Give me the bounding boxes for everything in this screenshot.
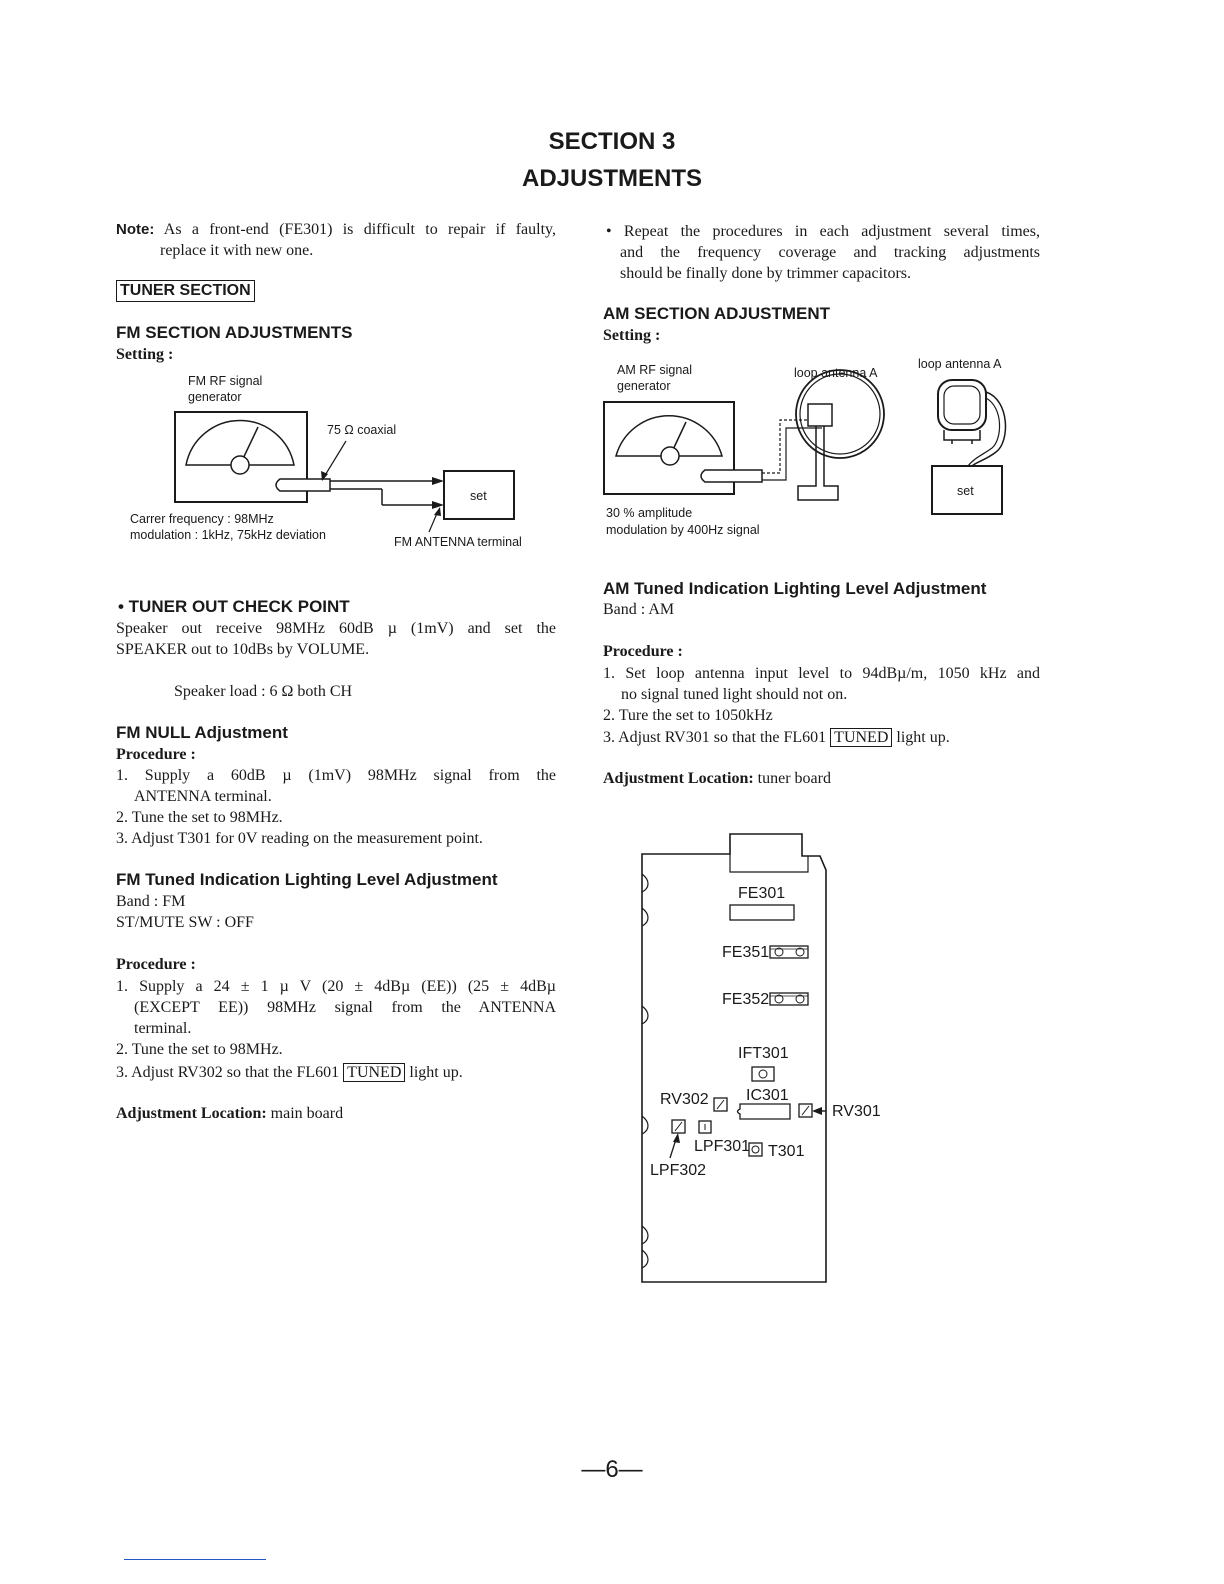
am-tuned-steps — [603, 663, 1040, 748]
tuned-indicator-label: TUNED — [830, 728, 892, 747]
board-connector-outline — [730, 854, 808, 872]
am-step3 — [603, 727, 1040, 748]
fm-modulation: modulation : 1kHz, 75kHz deviation — [130, 528, 326, 542]
page-number: —6— — [581, 1456, 643, 1483]
fm-generator-line1: FM RF signal — [188, 374, 263, 388]
fm-null-procedure-label: Procedure : — [116, 746, 196, 763]
loop-antenna-icon — [938, 380, 986, 430]
tuned-indicator-label: TUNED — [343, 1063, 405, 1082]
knob-icon — [661, 447, 679, 465]
speaker-load: Speaker load : 6 Ω both CH — [174, 683, 353, 700]
antenna-stand-icon — [798, 426, 838, 500]
fm-location-value: main board — [270, 1105, 344, 1122]
component-detail — [717, 1100, 724, 1109]
fm-tuned-heading: FM Tuned Indication Lighting Level Adjustment — [116, 870, 498, 889]
repeat-note — [606, 221, 1040, 284]
ift301-component — [752, 1067, 774, 1081]
fm-tuned-step2: 2. Tune the set to 98MHz. — [116, 1041, 283, 1058]
lpf301-component — [749, 1143, 762, 1156]
am-adjustment-location — [603, 768, 831, 789]
section-number: SECTION 3 — [548, 128, 676, 155]
fm-set-label: set — [470, 489, 487, 503]
tuner-section-label: TUNER SECTION — [116, 280, 255, 302]
fm-tuned-step1-line2: (EXCEPT EE)) 98MHz signal from the ANTENNA — [134, 999, 556, 1016]
fm-tuned-step1-line1: 1. Supply a 24 ± 1 µ V (20 ± 4dBµ (EE)) (25 ± 4dBµ — [116, 978, 556, 995]
arrow-icon — [432, 501, 444, 509]
fm-tuned-steps — [116, 976, 556, 1083]
bullet: • — [606, 223, 612, 240]
arrow-icon — [673, 1133, 680, 1143]
component-detail — [802, 1106, 809, 1115]
lead-wire — [762, 428, 822, 480]
loop-antenna-icon — [944, 386, 980, 424]
rv302-label: RV302 — [660, 1091, 709, 1108]
note-label: Note: — [116, 221, 155, 238]
carrier-frequency: Carrer frequency : 98MHz — [130, 512, 274, 526]
fm-antenna-terminal-label: FM ANTENNA terminal — [394, 535, 522, 549]
component-detail — [675, 1122, 682, 1131]
st-mute-switch: ST/MUTE SW : OFF — [116, 914, 254, 931]
fm-section-heading: FM SECTION ADJUSTMENTS — [116, 323, 353, 342]
repeat-line2: and the frequency coverage and tracking adjustments — [620, 244, 1040, 261]
fm-carrier-info — [130, 511, 326, 543]
am-location-value: tuner board — [757, 770, 831, 787]
tuner-out-heading: • TUNER OUT CHECK POINT — [118, 597, 350, 616]
fe352-component — [770, 993, 808, 1005]
note — [116, 219, 556, 261]
am-modulation-info — [606, 505, 760, 539]
tuner-out-text — [116, 618, 556, 660]
fm-null-step: 3. Adjust T301 for 0V reading on the measurement point. — [116, 830, 483, 847]
arrow-icon — [434, 507, 441, 516]
antenna-wire — [968, 398, 1000, 466]
am-location-label: Adjustment Location: — [603, 770, 754, 787]
am-setting-label: Setting : — [603, 327, 661, 344]
lpf302-label: LPF302 — [650, 1162, 707, 1179]
fm-generator-label — [188, 373, 262, 405]
am-step3-text: 3. Adjust RV301 so that the FL601 — [603, 729, 827, 746]
fm-tuned-step3-text: 3. Adjust RV302 so that the FL601 — [116, 1064, 340, 1081]
fm-tuned-procedure-label: Procedure : — [116, 956, 196, 973]
ift301-label: IFT301 — [738, 1045, 789, 1062]
loop-antenna-label: loop antenna A — [918, 357, 1002, 371]
am-set-label: set — [957, 484, 974, 498]
fe301-label: FE301 — [738, 885, 786, 902]
am-band: Band : AM — [603, 601, 675, 618]
am-step1-line1: 1. Set loop antenna input level to 94dBµ/m, 1050 kHz and — [603, 665, 1040, 682]
am-generator-line1: AM RF signal — [617, 363, 693, 377]
am-amplitude: 30 % amplitude — [606, 506, 693, 520]
am-modulation: modulation by 400Hz signal — [606, 523, 760, 537]
fm-null-step: 2. Tune the set to 98MHz. — [116, 809, 283, 826]
am-tuned-heading: AM Tuned Indication Lighting Level Adjustment — [603, 579, 987, 598]
fm-generator-line2: generator — [188, 390, 242, 404]
trimmer-screw-icon — [752, 1146, 759, 1153]
fm-setting-label: Setting : — [116, 346, 174, 363]
trimmer-screw-icon — [759, 1070, 767, 1078]
fm-null-steps — [116, 765, 556, 849]
am-step3-post: light up. — [896, 729, 950, 746]
note-line1: As a front-end (FE301) is difficult to repair if faulty, — [163, 221, 557, 238]
note-line2: replace it with new one. — [160, 242, 314, 259]
am-generator-line2: generator — [617, 379, 671, 393]
am-setting-diagram — [600, 352, 1040, 542]
fe351-component — [770, 946, 808, 958]
pointer-line — [324, 441, 346, 477]
ic301-component — [738, 1104, 791, 1119]
am-procedure-label: Procedure : — [603, 643, 683, 660]
coaxial-label: 75 Ω coaxial — [327, 423, 397, 437]
fm-tuned-step3 — [116, 1062, 556, 1083]
board-outline — [642, 834, 826, 1282]
am-step1-line2: no signal tuned light should not on. — [621, 686, 848, 703]
am-generator-label — [617, 362, 692, 394]
fm-band: Band : FM — [116, 893, 186, 910]
ic301-label: IC301 — [746, 1087, 789, 1104]
fm-null-step: ANTENNA terminal. — [134, 788, 272, 805]
lpf301-label: LPF301 — [694, 1138, 751, 1155]
tuner-board-diagram — [636, 830, 896, 1290]
antenna-base-icon — [944, 430, 980, 444]
fm-location-label: Adjustment Location: — [116, 1105, 267, 1122]
rv301-label: RV301 — [832, 1103, 881, 1120]
fm-adjustment-location — [116, 1103, 343, 1124]
knob-icon — [231, 456, 249, 474]
arrow-icon — [812, 1107, 822, 1115]
coax-connector-icon — [701, 470, 762, 482]
footer-rule — [124, 1559, 266, 1560]
fm-tuned-step3-post: light up. — [409, 1064, 463, 1081]
antenna-clamp-icon — [808, 404, 832, 426]
fe352-label: FE352 — [722, 991, 770, 1008]
board-edge-cutouts — [642, 874, 648, 1268]
fe351-label: FE351 — [722, 944, 770, 961]
coax-connector-icon — [276, 479, 330, 491]
fm-null-heading: FM NULL Adjustment — [116, 723, 288, 742]
tuner-out-line1: Speaker out receive 98MHz 60dB µ (1mV) and set the — [116, 620, 556, 637]
repeat-line3: should be finally done by trimmer capacitors. — [620, 265, 912, 282]
loop-antenna-label: loop antenna A — [794, 366, 878, 380]
fe301-component — [730, 905, 794, 920]
repeat-line1: Repeat the procedures in each adjustment several times, — [623, 223, 1041, 240]
fm-null-step: 1. Supply a 60dB µ (1mV) 98MHz signal from the — [116, 767, 556, 784]
fm-setting-diagram — [120, 365, 560, 560]
page-title: ADJUSTMENTS — [521, 165, 702, 192]
am-section-heading: AM SECTION ADJUSTMENT — [603, 304, 830, 323]
arrow-icon — [432, 477, 444, 485]
tuner-out-line2: SPEAKER out to 10dBs by VOLUME. — [116, 641, 370, 658]
am-step2: 2. Ture the set to 1050kHz — [603, 707, 773, 724]
fm-tuned-step1-line3: terminal. — [134, 1020, 192, 1037]
t301-label: T301 — [768, 1143, 805, 1160]
